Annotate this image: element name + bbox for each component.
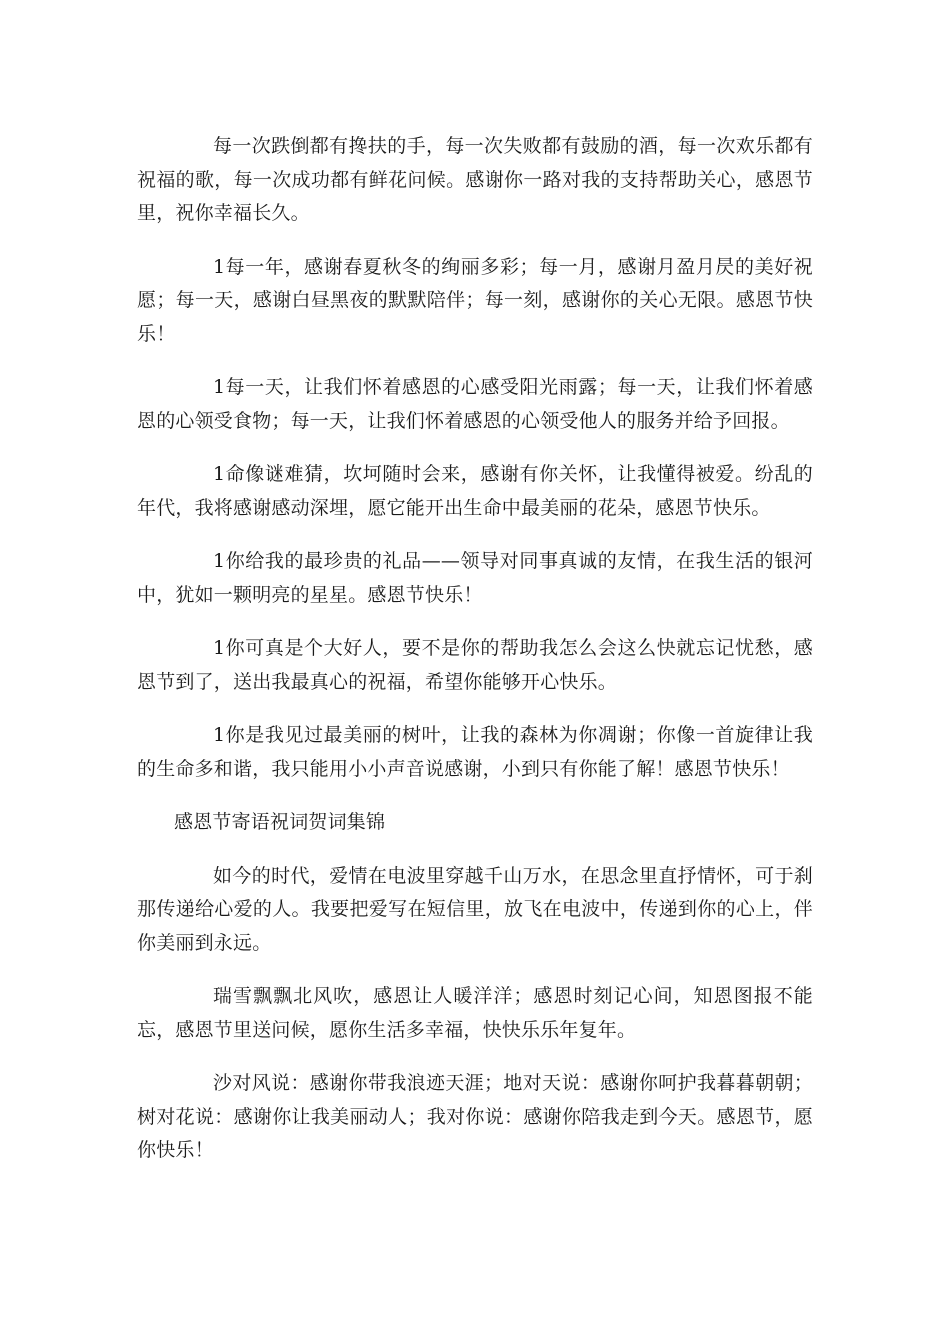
paragraph: 沙对风说：感谢你带我浪迹天涯；地对天说：感谢你呵护我暮暮朝朝；树对花说：感谢你让我美丽动人；我对你说：感谢你陪我走到今天。感恩节，愿你快乐！ bbox=[137, 1072, 813, 1161]
section-heading: 感恩节寄语祝词贺词集锦 bbox=[174, 811, 386, 833]
document-body bbox=[137, 130, 813, 1188]
paragraph: 1你是我见过最美丽的树叶，让我的森林为你凋谢；你像一首旋律让我的生命多和谐，我只能用小小声音说感谢，小到只有你能了解！感恩节快乐！ bbox=[137, 724, 813, 780]
paragraph: 1你给我的最珍贵的礼品——领导对同事真诚的友情，在我生活的银河中，犹如一颗明亮的星星。感恩节快乐！ bbox=[137, 550, 813, 606]
paragraph: 瑞雪飘飘北风吹，感恩让人暖洋洋；感恩时刻记心间，知恩图报不能忘，感恩节里送问候，愿你生活多幸福，快快乐乐年复年。 bbox=[137, 985, 813, 1041]
paragraph: 1每一年，感谢春夏秋冬的绚丽多彩；每一月，感谢月盈月昃的美好祝愿；每一天，感谢白昼黑夜的默默陪伴；每一刻，感谢你的关心无限。感恩节快乐！ bbox=[137, 255, 813, 345]
paragraph: 如今的时代，爱情在电波里穿越千山万水，在思念里直抒情怀，可于刹那传递给心爱的人。我要把爱写在短信里，放飞在电波中，传递到你的心上，伴你美丽到永远。 bbox=[137, 864, 813, 954]
paragraph: 1你可真是个大好人，要不是你的帮助我怎么会这么快就忘记忧愁，感恩节到了，送出我最真心的祝福，希望你能够开心快乐。 bbox=[137, 637, 813, 693]
paragraph: 1命像谜难猜，坎坷随时会来，感谢有你关怀，让我懂得被爱。纷乱的年代，我将感谢感动深埋，愿它能开出生命中最美丽的花朵，感恩节快乐。 bbox=[137, 463, 813, 519]
paragraph: 1每一天，让我们怀着感恩的心感受阳光雨露；每一天，让我们怀着感恩的心领受食物；每一天，让我们怀着感恩的心领受他人的服务并给予回报。 bbox=[137, 376, 813, 432]
paragraph: 每一次跌倒都有搀扶的手，每一次失败都有鼓励的酒，每一次欢乐都有祝福的歌，每一次成功都有鲜花问候。感谢你一路对我的支持帮助关心，感恩节里，祝你幸福长久。 bbox=[137, 135, 813, 224]
